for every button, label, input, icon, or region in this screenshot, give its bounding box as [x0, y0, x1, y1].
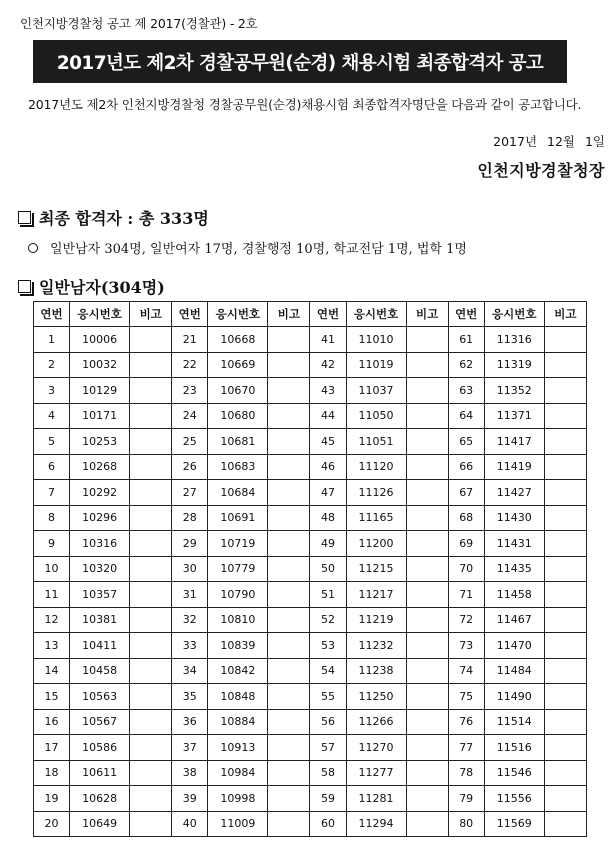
table-row — [34, 658, 587, 684]
remarks-cell — [544, 403, 586, 429]
exam-number-cell: 10563 — [70, 684, 130, 710]
remarks-cell — [544, 378, 586, 404]
issuer: 인천지방경찰청장 — [477, 161, 605, 180]
exam-number-cell: 10411 — [70, 633, 130, 659]
exam-number-cell: 10292 — [70, 480, 130, 506]
serial-cell: 30 — [172, 556, 208, 582]
exam-number-cell: 11435 — [484, 556, 544, 582]
table-row — [34, 556, 587, 582]
remarks-cell — [406, 480, 448, 506]
remarks-cell — [406, 735, 448, 761]
exam-number-cell: 10810 — [208, 607, 268, 633]
remarks-cell — [268, 352, 310, 378]
square-bullet-icon — [18, 211, 31, 224]
exam-number-cell: 10848 — [208, 684, 268, 710]
serial-cell: 9 — [34, 531, 70, 557]
exam-number-cell: 11217 — [346, 582, 406, 608]
serial-cell: 26 — [172, 454, 208, 480]
exam-number-cell: 10913 — [208, 735, 268, 761]
exam-number-cell: 11430 — [484, 505, 544, 531]
serial-cell: 76 — [448, 709, 484, 735]
remarks-cell — [130, 556, 172, 582]
remarks-cell — [544, 582, 586, 608]
exam-number-cell: 11427 — [484, 480, 544, 506]
remarks-cell — [268, 633, 310, 659]
remarks-cell — [268, 327, 310, 353]
remarks-cell — [406, 378, 448, 404]
exam-number-cell: 11458 — [484, 582, 544, 608]
serial-cell: 13 — [34, 633, 70, 659]
remarks-cell — [544, 352, 586, 378]
table-row — [34, 327, 587, 353]
exam-number-cell: 11277 — [346, 760, 406, 786]
exam-number-cell: 11120 — [346, 454, 406, 480]
serial-cell: 62 — [448, 352, 484, 378]
exam-number-cell: 10842 — [208, 658, 268, 684]
serial-cell: 23 — [172, 378, 208, 404]
serial-cell: 56 — [310, 709, 346, 735]
remarks-cell — [268, 480, 310, 506]
serial-cell: 70 — [448, 556, 484, 582]
serial-cell: 80 — [448, 811, 484, 837]
breakdown — [28, 238, 467, 257]
remarks-cell — [544, 684, 586, 710]
serial-cell: 48 — [310, 505, 346, 531]
exam-number-cell: 11270 — [346, 735, 406, 761]
remarks-cell — [406, 352, 448, 378]
page-title — [33, 40, 567, 83]
table-row — [34, 378, 587, 404]
serial-cell: 34 — [172, 658, 208, 684]
table-row — [34, 811, 587, 837]
serial-cell: 35 — [172, 684, 208, 710]
serial-cell: 66 — [448, 454, 484, 480]
serial-cell: 68 — [448, 505, 484, 531]
serial-cell: 6 — [34, 454, 70, 480]
serial-cell: 33 — [172, 633, 208, 659]
serial-cell: 11 — [34, 582, 70, 608]
column-header-exam-number: 응시번호 — [208, 302, 268, 327]
table-row — [34, 582, 587, 608]
column-header-serial: 연번 — [172, 302, 208, 327]
column-header-exam-number: 응시번호 — [346, 302, 406, 327]
serial-cell: 53 — [310, 633, 346, 659]
remarks-cell — [406, 658, 448, 684]
exam-number-cell: 10032 — [70, 352, 130, 378]
remarks-cell — [544, 327, 586, 353]
exam-number-cell: 10458 — [70, 658, 130, 684]
table-row — [34, 429, 587, 455]
exam-number-cell: 10628 — [70, 786, 130, 812]
serial-cell: 65 — [448, 429, 484, 455]
table-row — [34, 709, 587, 735]
table-row — [34, 352, 587, 378]
remarks-cell — [268, 531, 310, 557]
serial-cell: 55 — [310, 684, 346, 710]
exam-number-cell: 10586 — [70, 735, 130, 761]
serial-cell: 67 — [448, 480, 484, 506]
remarks-cell — [406, 454, 448, 480]
remarks-cell — [130, 607, 172, 633]
exam-number-cell: 11010 — [346, 327, 406, 353]
serial-cell: 78 — [448, 760, 484, 786]
remarks-cell — [130, 658, 172, 684]
table-row — [34, 735, 587, 761]
remarks-cell — [130, 684, 172, 710]
serial-cell: 20 — [34, 811, 70, 837]
serial-cell: 63 — [448, 378, 484, 404]
serial-cell: 24 — [172, 403, 208, 429]
serial-cell: 41 — [310, 327, 346, 353]
remarks-cell — [268, 658, 310, 684]
exam-number-cell: 11126 — [346, 480, 406, 506]
exam-number-cell: 11316 — [484, 327, 544, 353]
exam-number-cell: 11165 — [346, 505, 406, 531]
serial-cell: 28 — [172, 505, 208, 531]
roster-table — [33, 301, 587, 837]
column-header-exam-number: 응시번호 — [70, 302, 130, 327]
exam-number-cell: 11037 — [346, 378, 406, 404]
remarks-cell — [130, 786, 172, 812]
column-header-serial: 연번 — [310, 302, 346, 327]
serial-cell: 5 — [34, 429, 70, 455]
serial-cell: 3 — [34, 378, 70, 404]
remarks-cell — [544, 709, 586, 735]
exam-number-cell: 10611 — [70, 760, 130, 786]
exam-number-cell: 10884 — [208, 709, 268, 735]
table-row — [34, 531, 587, 557]
exam-number-cell: 10320 — [70, 556, 130, 582]
serial-cell: 38 — [172, 760, 208, 786]
remarks-cell — [268, 454, 310, 480]
remarks-cell — [406, 556, 448, 582]
remarks-cell — [130, 429, 172, 455]
section-male-label: 일반남자(304명) — [39, 278, 165, 297]
exam-number-cell: 11371 — [484, 403, 544, 429]
exam-number-cell: 11484 — [484, 658, 544, 684]
serial-cell: 17 — [34, 735, 70, 761]
table-row — [34, 786, 587, 812]
table-row — [34, 480, 587, 506]
exam-number-cell: 11294 — [346, 811, 406, 837]
page-title-text: 2017년도 제2차 경찰공무원(순경) 채용시험 최종합격자 공고 — [56, 52, 544, 74]
exam-number-cell: 10129 — [70, 378, 130, 404]
remarks-cell — [544, 633, 586, 659]
exam-number-cell: 10253 — [70, 429, 130, 455]
serial-cell: 27 — [172, 480, 208, 506]
serial-cell: 39 — [172, 786, 208, 812]
exam-number-cell: 11490 — [484, 684, 544, 710]
remarks-cell — [130, 709, 172, 735]
remarks-cell — [544, 429, 586, 455]
exam-number-cell: 10681 — [208, 429, 268, 455]
serial-cell: 51 — [310, 582, 346, 608]
remarks-cell — [406, 403, 448, 429]
table-row — [34, 454, 587, 480]
remarks-cell — [544, 505, 586, 531]
remarks-cell — [268, 709, 310, 735]
remarks-cell — [130, 760, 172, 786]
announcement-date: 2017년 12월 1일 — [493, 134, 605, 149]
serial-cell: 32 — [172, 607, 208, 633]
serial-cell: 79 — [448, 786, 484, 812]
exam-number-cell: 11352 — [484, 378, 544, 404]
serial-cell: 2 — [34, 352, 70, 378]
remarks-cell — [406, 811, 448, 837]
exam-number-cell: 10779 — [208, 556, 268, 582]
serial-cell: 18 — [34, 760, 70, 786]
remarks-cell — [268, 429, 310, 455]
serial-cell: 47 — [310, 480, 346, 506]
serial-cell: 42 — [310, 352, 346, 378]
serial-cell: 50 — [310, 556, 346, 582]
remarks-cell — [130, 454, 172, 480]
exam-number-cell: 10171 — [70, 403, 130, 429]
serial-cell: 71 — [448, 582, 484, 608]
exam-number-cell: 10719 — [208, 531, 268, 557]
serial-cell: 22 — [172, 352, 208, 378]
exam-number-cell: 10668 — [208, 327, 268, 353]
column-header-remarks: 비고 — [268, 302, 310, 327]
breakdown-text: 일반남자 304명, 일반여자 17명, 경찰행정 10명, 학교전담 1명, 법학 1명 — [50, 242, 467, 257]
serial-cell: 1 — [34, 327, 70, 353]
exam-number-cell: 10839 — [208, 633, 268, 659]
column-header-remarks: 비고 — [130, 302, 172, 327]
exam-number-cell: 11266 — [346, 709, 406, 735]
exam-number-cell: 10381 — [70, 607, 130, 633]
remarks-cell — [130, 505, 172, 531]
remarks-cell — [406, 684, 448, 710]
remarks-cell — [130, 735, 172, 761]
remarks-cell — [544, 531, 586, 557]
doc-number: 인천지방경찰청 공고 제 2017(경찰관) - 2호 — [20, 16, 258, 31]
exam-number-cell: 11281 — [346, 786, 406, 812]
exam-number-cell: 11051 — [346, 429, 406, 455]
remarks-cell — [130, 582, 172, 608]
exam-number-cell: 11019 — [346, 352, 406, 378]
square-bullet-icon — [18, 280, 31, 293]
exam-number-cell: 11516 — [484, 735, 544, 761]
remarks-cell — [268, 735, 310, 761]
exam-number-cell: 10357 — [70, 582, 130, 608]
intro-text: 2017년도 제2차 인천지방경찰청 경찰공무원(순경)채용시험 최종합격자명단을 다음과 같이 공고합니다. — [28, 97, 582, 112]
exam-number-cell: 11232 — [346, 633, 406, 659]
remarks-cell — [130, 378, 172, 404]
remarks-cell — [130, 352, 172, 378]
serial-cell: 12 — [34, 607, 70, 633]
remarks-cell — [406, 429, 448, 455]
section-total-label: 최종 합격자 : 총 333명 — [39, 209, 209, 228]
exam-number-cell: 11050 — [346, 403, 406, 429]
remarks-cell — [406, 505, 448, 531]
remarks-cell — [544, 658, 586, 684]
remarks-cell — [268, 786, 310, 812]
serial-cell: 19 — [34, 786, 70, 812]
remarks-cell — [544, 735, 586, 761]
exam-number-cell: 11250 — [346, 684, 406, 710]
serial-cell: 44 — [310, 403, 346, 429]
exam-number-cell: 11467 — [484, 607, 544, 633]
serial-cell: 40 — [172, 811, 208, 837]
serial-cell: 49 — [310, 531, 346, 557]
column-header-remarks: 비고 — [544, 302, 586, 327]
table-header-row — [34, 302, 587, 327]
remarks-cell — [268, 378, 310, 404]
serial-cell: 60 — [310, 811, 346, 837]
remarks-cell — [406, 709, 448, 735]
serial-cell: 75 — [448, 684, 484, 710]
remarks-cell — [130, 531, 172, 557]
serial-cell: 77 — [448, 735, 484, 761]
remarks-cell — [268, 403, 310, 429]
remarks-cell — [544, 454, 586, 480]
exam-number-cell: 11417 — [484, 429, 544, 455]
remarks-cell — [406, 786, 448, 812]
circle-bullet-icon — [28, 243, 38, 253]
serial-cell: 73 — [448, 633, 484, 659]
remarks-cell — [544, 786, 586, 812]
exam-number-cell: 10984 — [208, 760, 268, 786]
remarks-cell — [130, 811, 172, 837]
exam-number-cell: 10649 — [70, 811, 130, 837]
remarks-cell — [268, 505, 310, 531]
exam-number-cell: 10006 — [70, 327, 130, 353]
table-row — [34, 403, 587, 429]
exam-number-cell: 11238 — [346, 658, 406, 684]
remarks-cell — [544, 811, 586, 837]
remarks-cell — [406, 582, 448, 608]
remarks-cell — [406, 760, 448, 786]
serial-cell: 7 — [34, 480, 70, 506]
exam-number-cell: 11514 — [484, 709, 544, 735]
serial-cell: 10 — [34, 556, 70, 582]
exam-number-cell: 10268 — [70, 454, 130, 480]
serial-cell: 72 — [448, 607, 484, 633]
serial-cell: 29 — [172, 531, 208, 557]
exam-number-cell: 11319 — [484, 352, 544, 378]
table-row — [34, 607, 587, 633]
serial-cell: 8 — [34, 505, 70, 531]
remarks-cell — [544, 556, 586, 582]
serial-cell: 21 — [172, 327, 208, 353]
serial-cell: 4 — [34, 403, 70, 429]
exam-number-cell: 11219 — [346, 607, 406, 633]
remarks-cell — [268, 760, 310, 786]
exam-number-cell: 10680 — [208, 403, 268, 429]
table-row — [34, 633, 587, 659]
serial-cell: 16 — [34, 709, 70, 735]
serial-cell: 31 — [172, 582, 208, 608]
table-row — [34, 505, 587, 531]
remarks-cell — [130, 633, 172, 659]
remarks-cell — [544, 607, 586, 633]
exam-number-cell: 11546 — [484, 760, 544, 786]
exam-number-cell: 11215 — [346, 556, 406, 582]
remarks-cell — [406, 531, 448, 557]
remarks-cell — [406, 633, 448, 659]
exam-number-cell: 10567 — [70, 709, 130, 735]
serial-cell: 54 — [310, 658, 346, 684]
exam-number-cell: 11556 — [484, 786, 544, 812]
serial-cell: 64 — [448, 403, 484, 429]
remarks-cell — [268, 684, 310, 710]
serial-cell: 52 — [310, 607, 346, 633]
remarks-cell — [544, 480, 586, 506]
serial-cell: 25 — [172, 429, 208, 455]
exam-number-cell: 10670 — [208, 378, 268, 404]
exam-number-cell: 11200 — [346, 531, 406, 557]
exam-number-cell: 10790 — [208, 582, 268, 608]
remarks-cell — [268, 811, 310, 837]
serial-cell: 14 — [34, 658, 70, 684]
remarks-cell — [130, 480, 172, 506]
exam-number-cell: 10998 — [208, 786, 268, 812]
column-header-serial: 연번 — [34, 302, 70, 327]
serial-cell: 15 — [34, 684, 70, 710]
exam-number-cell: 11431 — [484, 531, 544, 557]
serial-cell: 58 — [310, 760, 346, 786]
remarks-cell — [268, 582, 310, 608]
exam-number-cell: 10296 — [70, 505, 130, 531]
exam-number-cell: 11419 — [484, 454, 544, 480]
remarks-cell — [268, 607, 310, 633]
remarks-cell — [130, 327, 172, 353]
serial-cell: 36 — [172, 709, 208, 735]
column-header-serial: 연번 — [448, 302, 484, 327]
remarks-cell — [406, 607, 448, 633]
serial-cell: 45 — [310, 429, 346, 455]
serial-cell: 61 — [448, 327, 484, 353]
serial-cell: 46 — [310, 454, 346, 480]
column-header-exam-number: 응시번호 — [484, 302, 544, 327]
exam-number-cell: 10684 — [208, 480, 268, 506]
column-header-remarks: 비고 — [406, 302, 448, 327]
remarks-cell — [268, 556, 310, 582]
serial-cell: 74 — [448, 658, 484, 684]
exam-number-cell: 11009 — [208, 811, 268, 837]
exam-number-cell: 10683 — [208, 454, 268, 480]
serial-cell: 69 — [448, 531, 484, 557]
exam-number-cell: 11569 — [484, 811, 544, 837]
remarks-cell — [406, 327, 448, 353]
exam-number-cell: 10669 — [208, 352, 268, 378]
remarks-cell — [130, 403, 172, 429]
remarks-cell — [544, 760, 586, 786]
exam-number-cell: 11470 — [484, 633, 544, 659]
serial-cell: 37 — [172, 735, 208, 761]
serial-cell: 43 — [310, 378, 346, 404]
exam-number-cell: 10316 — [70, 531, 130, 557]
section-total-heading — [18, 206, 209, 229]
serial-cell: 59 — [310, 786, 346, 812]
table-row — [34, 684, 587, 710]
section-male-heading — [18, 275, 165, 298]
table-row — [34, 760, 587, 786]
exam-number-cell: 10691 — [208, 505, 268, 531]
serial-cell: 57 — [310, 735, 346, 761]
